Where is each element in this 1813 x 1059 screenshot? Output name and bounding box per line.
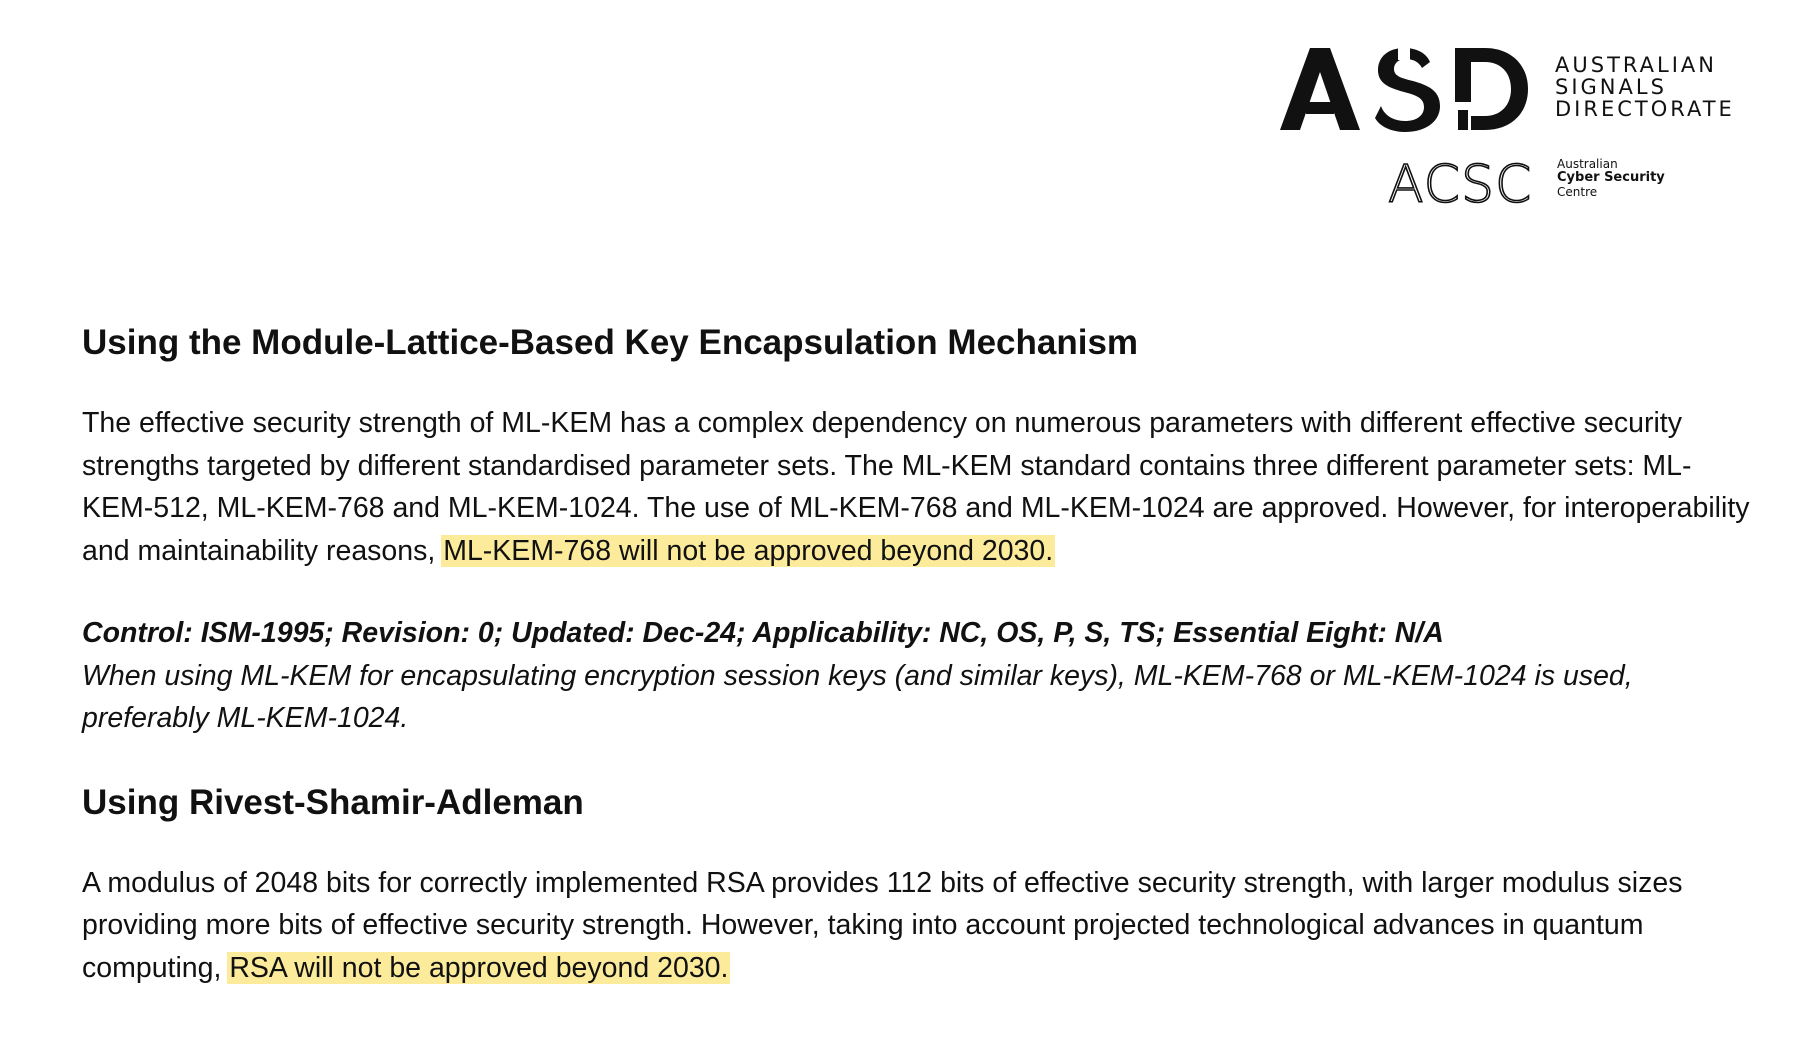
asd-line-2: SIGNALS: [1555, 75, 1667, 99]
asd-logo-mark: [1280, 44, 1528, 132]
rsa-paragraph: [82, 862, 1762, 990]
asd-line-3: DIRECTORATE: [1555, 97, 1735, 121]
acsc-wordmark: [1557, 157, 1665, 199]
acsc-line-1: Australian: [1557, 157, 1618, 171]
section-heading-ml-kem: Using the Module-Lattice-Based Key Encapsulation Mechanism: [82, 323, 1139, 362]
rsa-highlight: RSA will not be approved beyond 2030.: [229, 951, 729, 984]
asd-acsc-logo: [1280, 44, 1780, 214]
ml-kem-paragraph: [82, 402, 1762, 572]
ml-kem-paragraph-text: The effective security strength of ML-KEM has a complex dependency on numerous parameters with different effective security strengths targeted by different standardised parameter sets. The ML-KEM standard contains three different parameter sets: ML-KEM-512, ML-KEM-768 and ML-KEM-1024. The use of ML-KEM-768 and ML-KEM-1024 are approved. However, for interoperability and maintainability reasons,: [82, 407, 1750, 567]
ml-kem-highlight: ML-KEM-768 will not be approved beyond 2030.: [443, 534, 1054, 567]
acsc-letters: ACSC: [1388, 156, 1533, 212]
document-body: [82, 314, 1762, 989]
section-heading-rsa: Using Rivest-Shamir-Adleman: [82, 782, 584, 822]
control-header: Control: ISM-1995; Revision: 0; Updated: Dec-24; Applicability: NC, OS, P, S, TS; Essential Eight: N/A: [82, 617, 1444, 649]
acsc-logo-mark: [1388, 156, 1538, 212]
asd-line-1: AUSTRALIAN: [1555, 53, 1717, 77]
acsc-line-2: Cyber Security: [1557, 170, 1665, 185]
acsc-line-3: Centre: [1557, 185, 1598, 199]
asd-wordmark: [1555, 54, 1735, 120]
rsa-paragraph-text: A modulus of 2048 bits for correctly implemented RSA provides 112 bits of effective security strength, with larger modulus sizes providing more bits of effective security strength. However, taking into account projected technological advances in quantum computing,: [82, 866, 1683, 984]
control-body: When using ML-KEM for encapsulating encryption session keys (and similar keys), ML-KEM-768 or ML-KEM-1024 is used, preferably ML-KEM-1024.: [82, 659, 1633, 734]
